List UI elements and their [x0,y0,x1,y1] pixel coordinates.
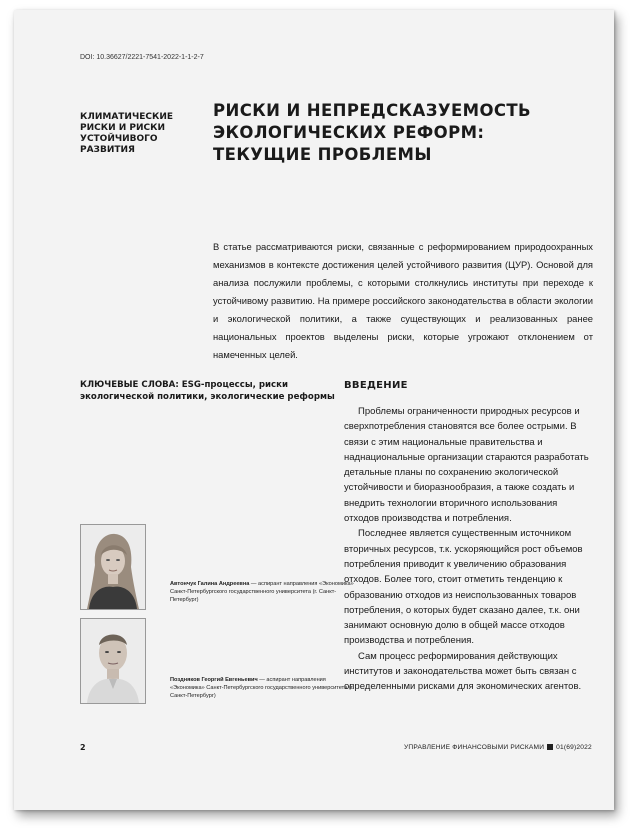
keywords-label: КЛЮЧЕВЫЕ СЛОВА: [80,380,179,390]
journal-footer [404,744,592,751]
introduction-body [344,404,594,695]
author-bio-pozdnyakov [170,676,355,700]
square-bullet-icon [547,744,553,750]
abstract: В статье рассматриваются риски, связанные с реформированием природоохранных механизмов в контексте достижения целей устойчивого развития (ЦУР). Основой для анализа послужили проблемы, с которыми столкнулись институты при переходе к устойчивому развитию. На примере российского законодательства в области экологии и экологической политики, а также существующих и реализованных ранее национальных проектов выделены риски, которые угрожают отклонением от намеченных целей. [213,241,593,360]
intro-paragraph: Проблемы ограниченности природных ресурсов и сверхпотребления становятся все более острыми. В связи с этим национальные правительства и наднациональные организации стараются разработать детальные планы по сохранению экологической устойчивости и биоразнообразия, а также создать и внедрить технологии вторичного использования отходов производства и потребления. [344,406,589,525]
intro-paragraph: Последнее является существенным источником вторичных ресурсов, т.к. ускоряющийся рост объемов потребления приводит к увеличению образования отходов. Более того, стоит отметить тенденцию к образованию отходов из неиспользованных товаров потребления, о которых будет сказано далее, т.к. они занимают основную долю в общей массе отходов производства и потребления. [344,528,583,647]
author-bio-avtonchuk [170,580,355,604]
journal-issue: 01(69)2022 [556,744,592,751]
author-photo-avtonchuk [80,524,146,610]
portrait-woman-icon [81,525,145,609]
author-name: Автончук Галина Андреевна [170,581,250,587]
journal-name: УПРАВЛЕНИЕ ФИНАНСОВЫМИ РИСКАМИ [404,744,545,751]
author-desc: — аспирант направления «Экономика» Санкт-Петербургского государственного университета (г. Санкт-Петербург) [170,581,354,603]
keywords-block [80,380,340,403]
section-rubric: КЛИМАТИЧЕСКИЕ РИСКИ И РИСКИ УСТОЙЧИВОГО РАЗВИТИЯ [80,112,174,155]
author-desc: — аспирант направления «Экономика» Санкт-Петербургского государственного университета (г. Санкт-Петербург) [170,677,354,699]
article-title: РИСКИ И НЕПРЕДСКАЗУЕМОСТЬ ЭКОЛОГИЧЕСКИХ РЕФОРМ: ТЕКУЩИЕ ПРОБЛЕМЫ [213,101,532,164]
keywords-text: ESG-процессы, риски экологической политики, экологические реформы [80,380,335,402]
page-number: 2 [80,743,86,752]
intro-paragraph: Сам процесс реформирования действующих институтов и законодательства может быть связан с определенными рисками для экономических агентов. [344,650,582,693]
doi-line: DOI: 10.36627/2221-7541-2022-1-1-2-7 [80,54,204,61]
journal-page [14,10,614,810]
author-name: Поздняков Георгий Евгеньевич [170,677,258,683]
author-photo-pozdnyakov [80,618,146,704]
introduction-heading: ВВЕДЕНИЕ [344,380,408,391]
portrait-man-icon [81,619,145,703]
